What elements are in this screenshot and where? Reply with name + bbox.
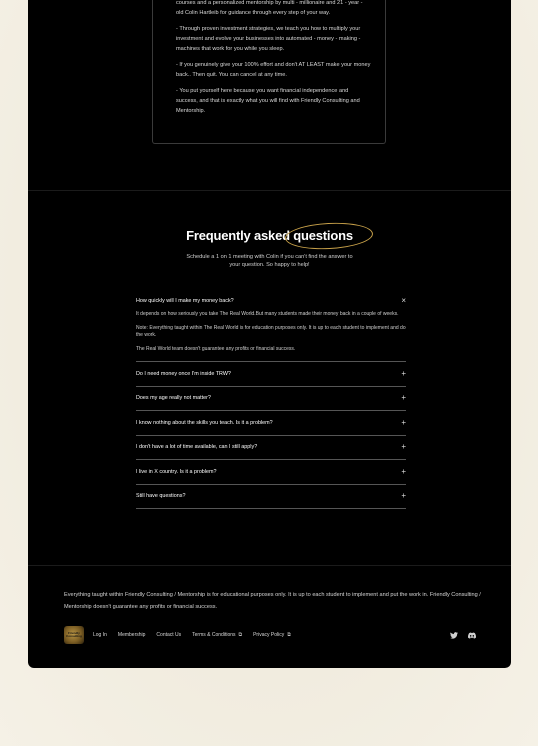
info-card <box>152 0 386 144</box>
plus-icon[interactable]: + <box>401 417 406 427</box>
faq-title-highlight <box>293 228 353 243</box>
footer-link-label: Membership <box>117 632 146 638</box>
faq-item[interactable] <box>136 362 406 387</box>
brand-logo[interactable] <box>64 626 84 644</box>
faq-item[interactable] <box>136 436 406 461</box>
info-paragraph: - If you genuinely give your 100% effort and don't AT LEAST make your money back.. Then quit. You can cancel at any time. <box>176 62 371 78</box>
faq-item[interactable] <box>136 411 406 436</box>
faq-question-toggle[interactable] <box>136 297 406 305</box>
close-icon[interactable]: × <box>401 296 406 305</box>
external-link-icon: ⧉ <box>238 632 243 638</box>
footer-link-label: Terms & Conditions <box>192 632 236 638</box>
footer-divider <box>28 565 511 566</box>
footer-bar <box>64 625 476 645</box>
footer-link-label: Log In <box>93 632 107 638</box>
faq-title-prefix: Frequently asked <box>186 228 294 243</box>
discord-icon[interactable] <box>468 632 476 639</box>
highlight-ring <box>285 221 374 252</box>
footer-link-contact[interactable] <box>156 632 181 638</box>
page <box>28 0 511 668</box>
faq-answer <box>136 311 406 353</box>
faq-answer-paragraph: The Real World team doesn't guarantee any profits or financial success. <box>136 345 296 352</box>
footer-link-label: Privacy Policy <box>253 632 285 638</box>
faq-question: Do I need money once I'm inside TRW? <box>136 370 231 377</box>
faq-question: I don't have a lot of time available, can I still apply? <box>136 444 258 451</box>
faq-question: How quickly will I make my money back? <box>136 298 234 304</box>
faq-question: Still have questions? <box>136 493 186 500</box>
footer-disclaimer: Everything taught within Friendly Consulting / Mentorship is for educational purposes only. It is up to each student to implement and put the work in. Friendly Consulting / Mentorship doesn't guarantee any profits or financial success. <box>64 592 481 610</box>
faq-item[interactable] <box>136 485 406 510</box>
faq-question: I know nothing about the skills you teach. Is it a problem? <box>136 419 273 426</box>
faq-item-open <box>136 292 406 362</box>
social-links <box>450 632 476 639</box>
faq-question: I live in X country. Is it a problem? <box>136 468 217 475</box>
twitter-icon[interactable] <box>450 632 458 639</box>
footer-link-membership[interactable] <box>118 632 146 638</box>
faq-item[interactable] <box>136 460 406 485</box>
plus-icon[interactable]: + <box>401 491 406 501</box>
section-divider <box>28 190 511 191</box>
info-paragraph: - You put yourself here because you want financial independence and success, and that is exactly what you will find with Friendly Consulting and Mentorship. <box>176 88 360 114</box>
faq-subtitle-line: your question. So happy to help! <box>229 262 310 268</box>
faq-answer-paragraph: It depends on how seriously you take The Real World.But many students made their money back in a couple of weeks. <box>136 311 399 317</box>
footer-link-label: Contact Us <box>156 632 182 638</box>
faq-subtitle <box>28 253 511 269</box>
footer-link-terms[interactable] <box>192 632 242 638</box>
info-paragraph: courses and a personalized mentorship by multi - millionaire and 21 - year - old Colin Hartleib for guidance through every step of your way. <box>176 0 363 16</box>
plus-icon[interactable]: + <box>401 442 406 452</box>
faq-answer-paragraph: Note: Everything taught within The Real World is for education purposes only. It is up to each student to implement and do the work. <box>136 324 406 338</box>
faq-item[interactable] <box>136 387 406 412</box>
footer-link-login[interactable] <box>93 632 107 638</box>
footer-link-privacy[interactable] <box>253 632 291 638</box>
faq-list <box>136 292 406 509</box>
external-link-icon: ⧉ <box>287 632 291 638</box>
plus-icon[interactable]: + <box>401 393 406 403</box>
faq-title <box>28 228 511 243</box>
plus-icon[interactable]: + <box>401 368 406 378</box>
info-paragraph: - Through proven investment strategies, we teach you how to multiply your investment and evolve your businesses into automated - money - making - machines that work for you while you sleep. <box>176 26 361 52</box>
plus-icon[interactable]: + <box>401 466 406 476</box>
faq-title-highlight-text: questions <box>293 228 353 243</box>
logo-text: Friendly Consulting <box>66 631 82 638</box>
faq-subtitle-line: Schedule a 1 on 1 meeting with Colin if you can't find the answer to <box>186 254 353 260</box>
faq-question: Does my age really not matter? <box>136 395 211 402</box>
